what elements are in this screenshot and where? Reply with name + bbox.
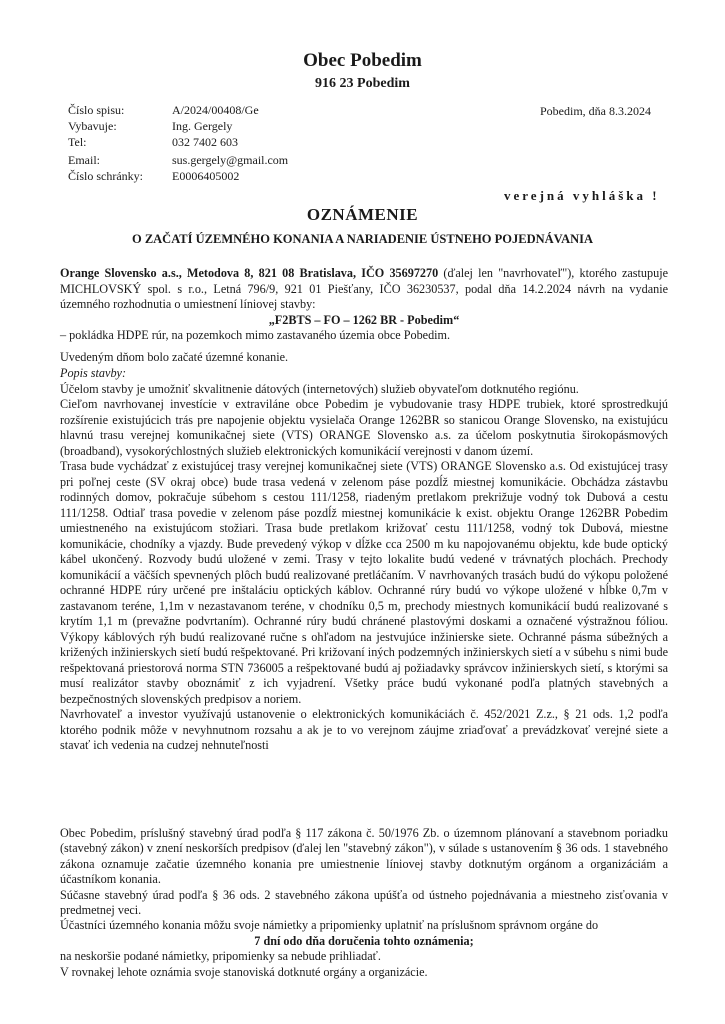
description-paragraph: Účelom stavby je umožniť skvalitnenie dátových (internetových) služieb obyvateľom dotknutého regiónu. (60, 381, 579, 396)
document-title: OZNÁMENIE (306, 205, 419, 224)
deadline: 7 dní odo dňa doručenia tohto oznámenia; (254, 933, 474, 948)
description-paragraph: Trasa bude vychádzať z existujúcej trasy verejnej komunikačnej siete (VTS) ORANGE Slovensko a.s. Od existujúcej trasy pri poľnej ceste (SV okraj obce) bude trasa vedená v zelenom páse pozdĺž miestnej komunikácie. Obchádza zástavbu rodinných domov, pokračuje súbehom s cestou 111/1258, riadeným pretlakom prekrižuje vodný tok Dubová a cestu 111/1258. Odtiaľ trasa povedie v zelenom páse pozdĺž miestnej komunikácie k exist. objektu Orange 1262BR Pobedim umiestneného na existujúcom stožiari. Trasa bude pretlakom križovať cestu 111/1258, vodný tok Dubová, miestne komunikácie, chodníky a vjazdy. Bude prevedený výkop v dĺžke cca 2500 m ku napojovanému objektu, kde bude optický kábel ukončený. Rozvody budú uložené v zemi. Trasy v tejto lokalite budú vedené v trávnatých plochách. Prechody komunikácií a väčších spevnených plôch budú realizované pretláčaním. V navrhovaných trasách budú do výkopu položené ochranné HDPE rúry určené pre inštaláciu optických káblov. Ochranné rúry budú vo výkope uložené v hĺbke 0,7m v zastavanom teréne, 1,1m v nezastavanom teréne, v chodníku 0,5 m, prechody miestnych komunikácií budú realizované s krytím 1,1 m (prevažne podvrtaním). Ochranné rúry budú chránené plastovými doskami a označené výstražnou fóliou. Výkopy káblových rýh budú realizované ručne s ohľadom na jestvujúce inžinierske siete. Ochranné pásma súbežných a križených inžinierskych sietí budú rešpektované. Pri križovaní iných podzemných inžinierskych sietí a v súbehu s nimi bude rešpektovaná priestorová norma STN 736005 a rešpektované budú aj požiadavky správcov inžinierskych sietí, s ktorými sa musí realizátor stavby oboznámiť z ich vyjadrení. Všetky práce budú vykonané podľa platných stavebných a bezpečnostných slovenských predpisov a noriem. (60, 459, 668, 706)
project-description: – pokládka HDPE rúr, na pozemkoch mimo zastavaného územia obce Pobedim. (60, 328, 451, 343)
document-date: Pobedim, dňa 8.3.2024 (540, 104, 651, 118)
project-name: „F2BTS – FO – 1262 BR - Pobedim“ (268, 312, 460, 327)
meta-label-phone: Tel: (68, 135, 87, 149)
applicant: Orange Slovensko a.s., Metodova 8, 821 08 Bratislava, IČO 35697270 (60, 266, 439, 280)
meta-label-mailbox: Číslo schránky: (68, 169, 143, 183)
legal-paragraph: V rovnakej lehote oznámia svoje stanoviská dotknuté orgány a organizácie. (60, 964, 428, 979)
file-number: A/2024/00408/Ge (172, 103, 259, 117)
legal-paragraph: Účastníci územného konania môžu svoje námietky a pripomienky uplatniť na príslušnom správnom orgáne do (60, 918, 599, 933)
legal-paragraph: na neskoršie podané námietky, pripomienky sa nebude prihliadať. (60, 949, 381, 964)
handled-by: Ing. Gergely (172, 119, 233, 133)
public-notice-label: verejná vyhláška ! (504, 188, 660, 203)
municipality-address: 916 23 Pobedim (315, 76, 410, 91)
description-section (60, 366, 668, 754)
description-heading: Popis stavby: (60, 366, 127, 380)
description-paragraph: Cieľom navrhovanej investície v extraviláne obce Pobedim je vybudovanie trasy HDPE trubiek, ktoré sprostredkujú rozšírenie existujúcich trás pre napojenie objektu vysielača Orange 1262BR so stanicou Orange Slovensko, na existujúcu hlavnú trasu verejnej komunikačnej siete (VTS) ORANGE Slovensko a.s. za účelom poskytnutia širokopásmových (broadband), vysokorýchlostných služieb elektronických komunikácií verejnosti v danom území. (60, 397, 668, 458)
intro-text: (ďalej len "navrhovateľ"), ktorého zastupuje MICHLOVSKÝ spol. s r.o., Letná 796/9, 921 01 Piešťany, IČO 36230537, podal dňa 14.2.2024 návrh na vydanie územného rozhodnutia o umiestnení líniovej stavby: (60, 266, 668, 312)
description-paragraph: Navrhovateľ a investor využívajú ustanovenie o elektronických komunikáciách č. 452/2021 Z.z., § 21 ods. 1,2 podľa ktorého podnik môže v nevyhnutnom rozsahu a ak je to vo verejnom záujme zriaďovať a prevádzkovať verejné siete a stavať ich vedenia na cudzej nehnuteľnosti (60, 707, 668, 752)
legal-paragraph: Obec Pobedim, príslušný stavebný úrad podľa § 117 zákona č. 50/1976 Zb. o územnom plánovaní a stavebnom poriadku (stavebný zákon) v znení neskorších predpisov (ďalej len "stavebný zákon"), v súlade s ustanovením § 36 ods. 1 stavebného zákona oznamuje začatie územného konania pre umiestnenie líniovej stavby dotknutým orgánom a organizáciám a účastníkom konania. (60, 826, 668, 887)
mailbox-id: E0006405002 (172, 169, 240, 183)
document-subtitle: O ZAČATÍ ÚZEMNÉHO KONANIA A NARIADENIE ÚSTNEHO POJEDNÁVANIA (131, 232, 594, 246)
meta-label-email: Email: (68, 153, 100, 167)
legal-section (60, 826, 668, 980)
meta-label-file-number: Číslo spisu: (68, 103, 125, 117)
email: sus.gergely@gmail.com (172, 153, 289, 167)
intro-section (60, 266, 668, 366)
municipality-name: Obec Pobedim (303, 50, 422, 71)
phone: 032 7402 603 (172, 135, 238, 149)
meta-label-handled-by: Vybavuje: (68, 119, 117, 133)
proceedings-started: Uvedeným dňom bolo začaté územné konanie. (60, 349, 289, 364)
legal-paragraph: Súčasne stavebný úrad podľa § 36 ods. 2 stavebného zákona upúšťa od ústneho pojednávania a miestneho zisťovania v predmetnej veci. (60, 887, 668, 918)
